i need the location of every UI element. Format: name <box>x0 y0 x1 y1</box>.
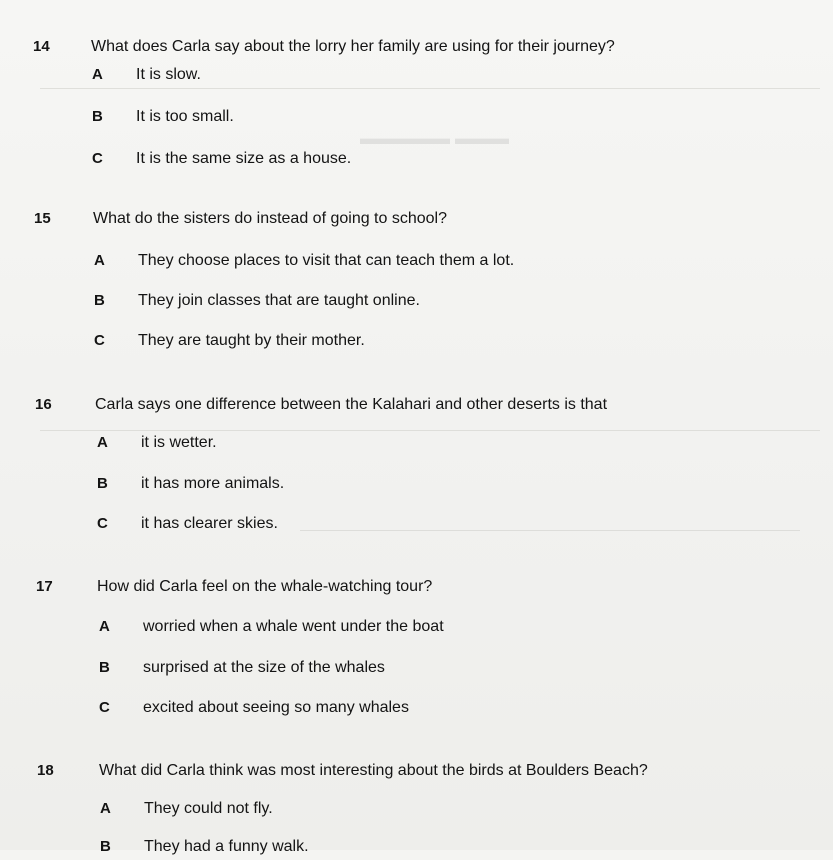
option-text: They choose places to visit that can teach them a lot. <box>138 252 515 269</box>
option-letter: B <box>94 292 105 309</box>
option-text: surprised at the size of the whales <box>143 659 385 676</box>
option-text: They are taught by their mother. <box>138 332 365 349</box>
question-number: 16 <box>35 396 52 413</box>
question-text: What does Carla say about the lorry her family are using for their journey? <box>91 38 615 55</box>
question-text: How did Carla feel on the whale-watching tour? <box>97 578 433 595</box>
question-text: What did Carla think was most interesting about the birds at Boulders Beach? <box>99 762 648 779</box>
option-letter: B <box>97 475 108 492</box>
option-text: It is too small. <box>136 108 234 125</box>
option-text: It is the same size as a house. <box>136 150 352 167</box>
option-letter: B <box>100 838 111 855</box>
option-text: They join classes that are taught online. <box>138 292 420 309</box>
question-number: 14 <box>33 38 50 55</box>
option-letter: A <box>94 252 105 269</box>
option-letter: A <box>92 66 103 83</box>
option-text: excited about seeing so many whales <box>143 699 409 716</box>
option-letter: C <box>94 332 105 349</box>
option-text: it is wetter. <box>141 434 217 451</box>
option-letter: B <box>92 108 103 125</box>
option-letter: A <box>100 800 111 817</box>
option-letter: A <box>99 618 110 635</box>
bleed-through-rule <box>300 530 800 531</box>
question-number: 15 <box>34 210 51 227</box>
option-letter: C <box>99 699 110 716</box>
option-text: it has more animals. <box>141 475 285 492</box>
question-text: Carla says one difference between the Kalahari and other deserts is that <box>95 396 608 413</box>
option-letter: C <box>92 150 103 167</box>
option-text: worried when a whale went under the boat <box>143 618 444 635</box>
option-letter: A <box>97 434 108 451</box>
option-letter: B <box>99 659 110 676</box>
option-text: They had a funny walk. <box>144 838 309 855</box>
question-text: What do the sisters do instead of going to school? <box>93 210 447 227</box>
bleed-through-rule <box>40 88 820 89</box>
question-number: 17 <box>36 578 53 595</box>
option-text: it has clearer skies. <box>141 515 278 532</box>
question-number: 18 <box>37 762 54 779</box>
option-text: They could not fly. <box>144 800 273 817</box>
bleed-through-shadow: ▬▬▬ ▬▬▬▬▬ <box>360 128 510 148</box>
bleed-through-rule <box>40 430 820 431</box>
option-letter: C <box>97 515 108 532</box>
option-text: It is slow. <box>136 66 201 83</box>
